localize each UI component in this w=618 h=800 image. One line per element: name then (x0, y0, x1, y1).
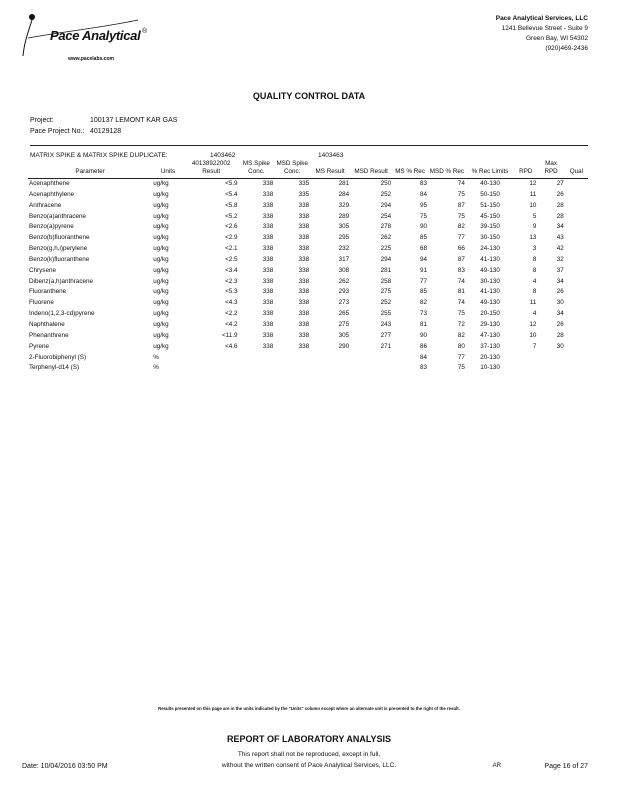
value-cell: 28 (556, 212, 564, 220)
value-cell: 32 (556, 255, 564, 263)
value-cell: 338 (298, 245, 310, 253)
value-cell: 47-130 (480, 331, 500, 339)
value-cell (565, 287, 588, 298)
col-header: MS % Rec (392, 160, 428, 179)
table-row (28, 179, 588, 190)
value-cell: 10-130 (480, 364, 500, 372)
col-header: MSD % Rec (428, 160, 466, 179)
value-cell: 277 (380, 331, 392, 339)
value-cell: ug/kg (153, 331, 169, 339)
value-cell (565, 222, 588, 233)
value-cell: 26 (556, 190, 564, 198)
parameter-cell: Chrysene (29, 266, 56, 274)
value-cell: ug/kg (153, 255, 169, 263)
value-cell: ug/kg (153, 201, 169, 209)
table-row (28, 201, 588, 212)
col-header: MSD Result (350, 160, 392, 179)
value-cell: 74 (457, 299, 465, 307)
table-row (28, 255, 588, 266)
value-cell: % (153, 353, 159, 361)
value-cell: 84 (419, 190, 427, 198)
value-cell: 85 (419, 288, 427, 296)
value-cell (565, 342, 588, 353)
value-cell: <5.9 (225, 180, 238, 187)
value-cell: 28 (556, 331, 564, 339)
value-cell: 41-130 (480, 255, 500, 263)
page-title: QUALITY CONTROL DATA (252, 91, 366, 101)
value-cell: 338 (262, 288, 274, 296)
value-cell: 225 (380, 245, 392, 253)
value-cell: ug/kg (153, 266, 169, 274)
ms-id: 1403462 (210, 152, 236, 159)
value-cell: 4 (532, 277, 537, 285)
value-cell: <11.9 (222, 331, 238, 339)
registered-mark: ® (142, 28, 148, 35)
parameter-cell: Pyrene (29, 342, 49, 350)
consent-notice: without the written consent of Pace Analytical Services, LLC. (221, 762, 397, 769)
value-cell: <2.6 (225, 223, 238, 231)
value-cell: 273 (338, 299, 350, 307)
value-cell: 39-150 (480, 223, 500, 231)
value-cell (565, 320, 588, 331)
parameter-cell: Benzo(k)fluoranthene (29, 255, 90, 263)
value-cell: 74 (457, 180, 465, 187)
value-cell (565, 255, 588, 266)
value-cell: 338 (298, 212, 310, 220)
value-cell: ug/kg (153, 212, 169, 220)
value-cell: 338 (262, 320, 274, 328)
table-row (28, 298, 588, 309)
value-cell: 338 (262, 223, 274, 231)
value-cell: ug/kg (153, 234, 169, 242)
value-cell: 11 (529, 299, 537, 307)
value-cell: 68 (419, 245, 427, 253)
col-header: Qual (565, 160, 588, 179)
logo-url: www.pacelabs.com (68, 56, 114, 62)
value-cell: <2.1 (225, 245, 238, 253)
value-cell: 250 (380, 180, 392, 187)
value-cell: 262 (380, 234, 392, 242)
value-cell: 338 (262, 310, 274, 318)
value-cell: 40-130 (480, 180, 500, 187)
value-cell: ug/kg (153, 190, 169, 198)
value-cell: ug/kg (153, 245, 169, 253)
value-cell: <2.3 (225, 277, 238, 285)
value-cell (239, 363, 275, 374)
col-header: 40138922002 Result (184, 160, 239, 179)
value-cell: 335 (298, 190, 310, 198)
col-header: % Rec Limits (466, 160, 514, 179)
value-cell: 72 (457, 320, 465, 328)
parameter-cell: Acenaphthylene (29, 190, 75, 198)
parameter-cell: Benzo(a)anthracene (29, 212, 87, 220)
value-cell: 5 (532, 212, 537, 220)
value-cell: ug/kg (153, 342, 169, 350)
value-cell (274, 363, 310, 374)
value-cell: 338 (298, 223, 310, 231)
value-cell (565, 190, 588, 201)
analyst-initials: AR (492, 763, 501, 769)
value-cell: 77 (419, 277, 427, 285)
value-cell: 41-130 (480, 288, 500, 296)
value-cell (565, 244, 588, 255)
value-cell: ug/kg (153, 223, 169, 231)
value-cell: 294 (380, 255, 392, 263)
value-cell: 8 (532, 266, 537, 274)
value-cell: 275 (338, 320, 350, 328)
parameter-cell: Benzo(b)fluoranthene (29, 234, 90, 242)
value-cell (565, 179, 588, 190)
value-cell: ug/kg (153, 320, 169, 328)
table-row (28, 233, 588, 244)
value-cell: ug/kg (153, 310, 169, 318)
value-cell: 3 (532, 245, 537, 253)
project-label: Project: (30, 117, 54, 124)
project-value: 100137 LEMONT KAR GAS (90, 117, 178, 124)
value-cell: 232 (338, 245, 350, 253)
value-cell: 254 (380, 212, 392, 220)
value-cell: 26 (556, 320, 564, 328)
value-cell: 308 (338, 266, 350, 274)
value-cell: 37 (556, 266, 564, 274)
value-cell: 86 (419, 342, 427, 350)
value-cell: 338 (262, 212, 274, 220)
value-cell: 28 (556, 201, 564, 209)
value-cell: 8 (532, 288, 537, 296)
value-cell: 338 (262, 342, 274, 350)
company-city: Green Bay, WI 54302 (525, 35, 588, 42)
value-cell: ug/kg (153, 180, 169, 187)
units-footnote: Results presented on this page are in the units indicated by the "Units" column except where an alternate unit is presented to the right of the result. (158, 706, 460, 711)
value-cell (514, 353, 537, 364)
company-street: 1241 Bellevue Street - Suite 9 (501, 25, 588, 32)
table-row (28, 222, 588, 233)
value-cell (565, 309, 588, 320)
value-cell: 329 (338, 201, 350, 209)
value-cell: 83 (419, 364, 427, 372)
value-cell: 289 (338, 212, 350, 220)
value-cell: 338 (298, 277, 310, 285)
value-cell (565, 298, 588, 309)
value-cell: 94 (419, 255, 427, 263)
value-cell: 37-130 (480, 342, 500, 350)
value-cell (350, 353, 392, 364)
value-cell: 317 (338, 255, 350, 263)
value-cell: 338 (262, 190, 274, 198)
page-number: Page 16 of 27 (544, 763, 588, 770)
value-cell: <4.6 (225, 342, 238, 350)
value-cell: ug/kg (153, 277, 169, 285)
value-cell: <2.5 (225, 255, 238, 263)
company-name: Pace Analytical Services, LLC (495, 15, 588, 22)
value-cell: 338 (298, 320, 310, 328)
value-cell: 51-150 (480, 201, 500, 209)
value-cell: 290 (338, 342, 350, 350)
value-cell: 73 (419, 310, 427, 318)
table-row (28, 309, 588, 320)
value-cell: 13 (529, 234, 537, 242)
qc-table-body (28, 179, 588, 375)
value-cell (514, 363, 537, 374)
value-cell: 42 (556, 245, 564, 253)
value-cell: 75 (457, 212, 465, 220)
value-cell (565, 363, 588, 374)
value-cell (565, 277, 588, 288)
pace-logo (20, 10, 148, 62)
value-cell: 295 (338, 234, 350, 242)
value-cell: 338 (298, 201, 310, 209)
table-row (28, 320, 588, 331)
value-cell: 75 (457, 190, 465, 198)
value-cell: 29-130 (480, 320, 500, 328)
value-cell (565, 266, 588, 277)
value-cell: 338 (298, 310, 310, 318)
value-cell: 338 (262, 180, 274, 187)
value-cell: 77 (457, 353, 465, 361)
parameter-cell: Dibenz(a,h)anthracene (29, 277, 94, 285)
value-cell: 49-130 (480, 299, 500, 307)
value-cell: 338 (262, 299, 274, 307)
value-cell: 275 (380, 288, 392, 296)
value-cell: 82 (457, 331, 465, 339)
table-row (28, 353, 588, 364)
value-cell: 30 (556, 299, 564, 307)
value-cell (565, 331, 588, 342)
value-cell: 338 (262, 234, 274, 242)
value-cell: 271 (380, 342, 392, 350)
value-cell: 338 (262, 255, 274, 263)
table-row (28, 244, 588, 255)
parameter-cell: 2-Fluorobiphenyl (S) (29, 353, 87, 361)
value-cell: 338 (262, 331, 274, 339)
col-header: MS Result (310, 160, 350, 179)
value-cell: 278 (380, 223, 392, 231)
table-row (28, 342, 588, 353)
company-address-block (496, 14, 588, 54)
value-cell: 26 (556, 288, 564, 296)
value-cell: 293 (338, 288, 350, 296)
value-cell: 11 (529, 190, 537, 198)
value-cell: <5.2 (225, 212, 238, 220)
value-cell (184, 353, 239, 364)
table-row (28, 190, 588, 201)
value-cell: 258 (380, 277, 392, 285)
value-cell: 7 (532, 342, 537, 350)
value-cell: 81 (419, 320, 427, 328)
value-cell: 90 (419, 331, 427, 339)
ms-msd-label: MATRIX SPIKE & MATRIX SPIKE DUPLICATE: (30, 152, 168, 159)
value-cell: 34 (556, 277, 564, 285)
col-header: Units (152, 160, 184, 179)
value-cell: 20-150 (480, 310, 500, 318)
value-cell: 83 (419, 180, 427, 187)
value-cell: 338 (298, 266, 310, 274)
value-cell: 85 (419, 234, 427, 242)
value-cell: 335 (298, 180, 310, 187)
parameter-cell: Acenaphthene (29, 180, 70, 187)
value-cell (565, 201, 588, 212)
value-cell: 83 (457, 266, 465, 274)
value-cell: 87 (457, 255, 465, 263)
value-cell: <2.2 (225, 310, 238, 318)
value-cell (310, 353, 350, 364)
parameter-cell: Fluoranthene (29, 288, 67, 296)
value-cell: 338 (298, 255, 310, 263)
value-cell: 252 (380, 299, 392, 307)
parameter-cell: Terphenyl-d14 (S) (29, 364, 80, 372)
value-cell: 4 (532, 310, 537, 318)
value-cell: 338 (262, 245, 274, 253)
value-cell: <4.2 (225, 320, 238, 328)
value-cell: 305 (338, 331, 350, 339)
parameter-cell: Fluorene (29, 299, 54, 307)
value-cell: 77 (457, 234, 465, 242)
table-header-row (28, 160, 588, 179)
value-cell (565, 233, 588, 244)
value-cell: 338 (262, 277, 274, 285)
report-date: Date: 10/04/2016 03:50 PM (22, 763, 108, 770)
value-cell: 82 (419, 299, 427, 307)
value-cell: 338 (262, 201, 274, 209)
value-cell: 74 (457, 277, 465, 285)
value-cell: 43 (556, 234, 564, 242)
value-cell: 34 (556, 310, 564, 318)
top-divider (30, 145, 588, 146)
value-cell: 281 (380, 266, 392, 274)
value-cell: 243 (380, 320, 392, 328)
value-cell: 81 (457, 288, 465, 296)
value-cell: 27 (556, 180, 564, 187)
value-cell: 66 (457, 245, 465, 253)
value-cell: 265 (338, 310, 350, 318)
value-cell: <2.9 (225, 234, 238, 242)
value-cell: 20-130 (480, 353, 500, 361)
reproduction-notice: This report shall not be reproduced, except in full, (237, 751, 381, 758)
value-cell: 75 (457, 310, 465, 318)
value-cell (565, 353, 588, 364)
msd-id: 1403463 (318, 152, 344, 159)
value-cell: 95 (419, 201, 427, 209)
value-cell: 338 (298, 331, 310, 339)
logo-text: Pace Analytical (50, 28, 141, 43)
value-cell: 284 (338, 190, 350, 198)
value-cell: 9 (532, 223, 537, 231)
value-cell: 30 (556, 342, 564, 350)
value-cell: ug/kg (153, 288, 169, 296)
value-cell: 75 (419, 212, 427, 220)
parameter-cell: Indeno(1,2,3-cd)pyrene (29, 310, 95, 318)
col-header: Parameter (28, 160, 152, 179)
value-cell: 338 (298, 234, 310, 242)
pace-project-value: 40129128 (90, 128, 122, 135)
value-cell: 338 (298, 299, 310, 307)
company-phone: (920)469-2436 (545, 45, 588, 52)
value-cell: 50-150 (480, 190, 500, 198)
value-cell: 45-150 (480, 212, 500, 220)
value-cell (274, 353, 310, 364)
value-cell: 90 (419, 223, 427, 231)
value-cell: 12 (529, 320, 537, 328)
table-row (28, 266, 588, 277)
value-cell: 75 (457, 364, 465, 372)
value-cell: <3.4 (225, 266, 238, 274)
parameter-cell: Phenanthrene (29, 331, 69, 339)
value-cell: 338 (298, 342, 310, 350)
value-cell: 49-130 (480, 266, 500, 274)
table-row (28, 331, 588, 342)
value-cell (184, 363, 239, 374)
value-cell (350, 363, 392, 374)
value-cell: 10 (529, 331, 537, 339)
parameter-cell: Benzo(a)pyrene (29, 223, 74, 231)
value-cell: 34 (556, 223, 564, 231)
qc-table (28, 160, 588, 374)
value-cell: 84 (419, 353, 427, 361)
value-cell: 255 (380, 310, 392, 318)
value-cell: 80 (457, 342, 465, 350)
col-header: MSD Spike Conc. (274, 160, 310, 179)
table-row (28, 287, 588, 298)
value-cell: 87 (457, 201, 465, 209)
value-cell: 338 (298, 288, 310, 296)
col-header: RPD (514, 160, 537, 179)
value-cell: 338 (262, 266, 274, 274)
value-cell (565, 212, 588, 223)
value-cell: 294 (380, 201, 392, 209)
value-cell: ug/kg (153, 299, 169, 307)
value-cell (310, 363, 350, 374)
value-cell: <5.8 (225, 201, 238, 209)
parameter-cell: Naphthalene (29, 320, 65, 328)
value-cell: 12 (529, 180, 537, 187)
parameter-cell: Benzo(g,h,i)perylene (29, 245, 88, 253)
value-cell: 30-150 (480, 234, 500, 242)
value-cell: % (153, 364, 159, 372)
value-cell (537, 363, 564, 374)
parameter-cell: Anthracene (29, 201, 62, 209)
value-cell: 24-130 (480, 245, 500, 253)
value-cell: <5.4 (225, 190, 238, 198)
col-header: MS Spike Conc. (239, 160, 275, 179)
value-cell: 30-130 (480, 277, 500, 285)
table-row (28, 212, 588, 223)
table-row (28, 277, 588, 288)
value-cell: 281 (338, 180, 350, 187)
report-title: REPORT OF LABORATORY ANALYSIS (226, 734, 392, 744)
value-cell: <5.3 (225, 288, 238, 296)
col-header: Max RPD (537, 160, 564, 179)
value-cell: <4.3 (225, 299, 238, 307)
pace-project-label: Pace Project No.: (30, 128, 85, 135)
value-cell: 91 (419, 266, 427, 274)
value-cell (537, 353, 564, 364)
value-cell: 262 (338, 277, 350, 285)
value-cell: 10 (529, 201, 537, 209)
value-cell (239, 353, 275, 364)
value-cell: 305 (338, 223, 350, 231)
value-cell: 8 (532, 255, 537, 263)
table-row (28, 363, 588, 374)
value-cell: 252 (380, 190, 392, 198)
value-cell: 82 (457, 223, 465, 231)
